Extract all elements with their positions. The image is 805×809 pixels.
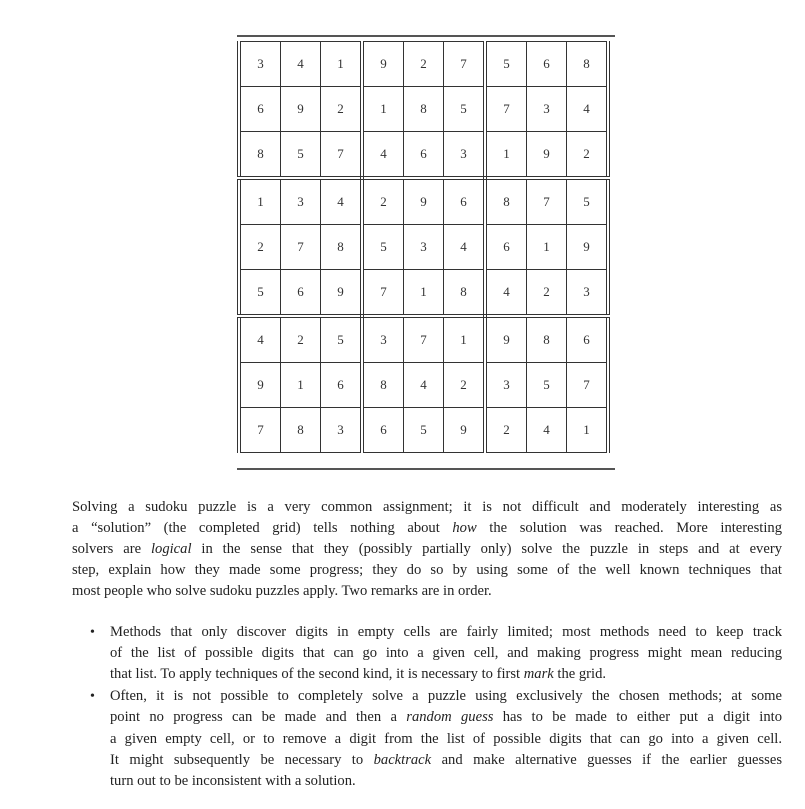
- grid-row: [239, 408, 608, 453]
- grid-cell: 1: [567, 408, 609, 453]
- grid-row: [239, 363, 608, 408]
- emphasized-text: logical: [150, 541, 192, 557]
- grid-row: [239, 42, 608, 87]
- grid-cell: 4: [404, 363, 444, 408]
- text-segment: most people who solve sudoku puzzles apply. Two remarks are in order.: [72, 583, 492, 599]
- grid-cell: 4: [444, 225, 486, 270]
- grid-cell: 7: [281, 225, 321, 270]
- grid-cell: 1: [321, 42, 363, 87]
- grid-cell: 9: [321, 270, 363, 317]
- paragraph-line: [72, 560, 782, 581]
- grid-cell: 2: [362, 178, 404, 225]
- text-segment: of the list of possible digits that can go into a given cell, and making progress might mean reducing: [110, 645, 782, 661]
- grid-cell: 8: [404, 87, 444, 132]
- paragraph-line: [72, 539, 782, 560]
- grid-cell: 4: [527, 408, 567, 453]
- grid-cell: 8: [362, 363, 404, 408]
- grid-cell: 6: [321, 363, 363, 408]
- bullet-line: [110, 686, 782, 707]
- grid-cell: 8: [444, 270, 486, 317]
- bullet-marker: •: [90, 689, 95, 704]
- bullet-line: [110, 643, 782, 664]
- text-segment: a given empty cell, or to remove a digit from the list of possible digits that can go into a given cell.: [110, 731, 782, 747]
- grid-cell: 8: [239, 132, 281, 179]
- text-segment: turn out to be inconsistent with a solution.: [110, 773, 356, 789]
- grid-cell: 7: [239, 408, 281, 453]
- grid-cell: 9: [444, 408, 486, 453]
- grid-cell: 1: [444, 316, 486, 363]
- grid-cell: 3: [485, 363, 527, 408]
- bullet-marker: •: [90, 625, 95, 640]
- text-segment: step, explain how they made some progress; they do so by using some of the well known techniques that: [72, 562, 782, 578]
- grid-cell: 9: [404, 178, 444, 225]
- grid-cell: 6: [485, 225, 527, 270]
- grid-row: [239, 316, 608, 363]
- text-segment: Solving a sudoku puzzle is a very common assignment; it is not difficult and moderately interesting as: [72, 499, 782, 515]
- emphasized-text: backtrack: [373, 752, 432, 768]
- bullet-line: [110, 750, 782, 771]
- grid-cell: 2: [239, 225, 281, 270]
- grid-cell: 1: [485, 132, 527, 179]
- emphasized-text: random guess: [406, 709, 494, 725]
- grid-cell: 7: [485, 87, 527, 132]
- grid-cell: 9: [567, 225, 609, 270]
- grid-cell: 8: [485, 178, 527, 225]
- grid-row: [239, 178, 608, 225]
- paragraph-line: [72, 497, 782, 518]
- grid-cell: 9: [239, 363, 281, 408]
- text-segment: Methods that only discover digits in empty cells are fairly limited; most methods need to keep track: [110, 624, 782, 640]
- grid-bottom-rule: [237, 468, 615, 470]
- bullet-line: [110, 664, 782, 685]
- grid-cell: 5: [527, 363, 567, 408]
- grid-cell: 4: [321, 178, 363, 225]
- text-segment: that list. To apply techniques of the second kind, it is necessary to first: [110, 666, 524, 682]
- grid-top-rule: [237, 35, 615, 37]
- text-segment: has to be made to either put a digit into: [493, 709, 782, 725]
- text-segment: Often, it is not possible to completely solve a puzzle using exclusively the chosen methods; at some: [110, 688, 782, 704]
- emphasized-text: mark: [523, 666, 554, 682]
- grid-cell: 5: [485, 42, 527, 87]
- bullet-line: [110, 771, 782, 792]
- text-segment: in the sense that they (possibly partially only) solve the puzzle in steps and at every: [191, 541, 782, 557]
- grid-cell: 2: [485, 408, 527, 453]
- grid-cell: 7: [444, 42, 486, 87]
- text-segment: point no progress can be made and then a: [110, 709, 407, 725]
- grid-cell: 6: [567, 316, 609, 363]
- grid-cell: 2: [321, 87, 363, 132]
- emphasized-text: how: [452, 520, 477, 536]
- sudoku-grid: [237, 41, 610, 453]
- grid-cell: 2: [281, 316, 321, 363]
- grid-cell: 3: [404, 225, 444, 270]
- grid-cell: 3: [362, 316, 404, 363]
- grid-cell: 6: [404, 132, 444, 179]
- grid-cell: 9: [485, 316, 527, 363]
- grid-row: [239, 270, 608, 317]
- grid-cell: 8: [527, 316, 567, 363]
- grid-cell: 6: [362, 408, 404, 453]
- grid-cell: 6: [527, 42, 567, 87]
- grid-cell: 4: [567, 87, 609, 132]
- grid-cell: 3: [281, 178, 321, 225]
- grid-cell: 7: [527, 178, 567, 225]
- grid-cell: 8: [321, 225, 363, 270]
- grid-cell: 1: [404, 270, 444, 317]
- grid-cell: 1: [527, 225, 567, 270]
- grid-cell: 7: [567, 363, 609, 408]
- grid-cell: 9: [362, 42, 404, 87]
- grid-cell: 2: [404, 42, 444, 87]
- grid-cell: 7: [404, 316, 444, 363]
- grid-cell: 4: [239, 316, 281, 363]
- grid-cell: 7: [321, 132, 363, 179]
- grid-row: [239, 225, 608, 270]
- grid-cell: 9: [527, 132, 567, 179]
- grid-cell: 3: [527, 87, 567, 132]
- grid-cell: 3: [239, 42, 281, 87]
- text-segment: a “solution” (the completed grid) tells nothing about: [72, 520, 453, 536]
- grid-cell: 5: [321, 316, 363, 363]
- bullet-line: [110, 707, 782, 728]
- text-segment: the grid.: [553, 666, 607, 682]
- grid-cell: 4: [362, 132, 404, 179]
- paragraph-line: [72, 581, 782, 602]
- grid-cell: 2: [527, 270, 567, 317]
- grid-cell: 4: [485, 270, 527, 317]
- grid-cell: 2: [567, 132, 609, 179]
- grid-cell: 3: [567, 270, 609, 317]
- grid-cell: 5: [362, 225, 404, 270]
- bullet-line: [110, 729, 782, 750]
- bullet-line: [110, 622, 782, 643]
- grid-cell: 5: [281, 132, 321, 179]
- grid-cell: 4: [281, 42, 321, 87]
- grid-cell: 6: [444, 178, 486, 225]
- grid-cell: 7: [362, 270, 404, 317]
- paragraph-line: [72, 518, 782, 539]
- grid-cell: 9: [281, 87, 321, 132]
- grid-cell: 5: [404, 408, 444, 453]
- grid-row: [239, 87, 608, 132]
- text-segment: the solution was reached. More interesting: [476, 520, 782, 536]
- grid-cell: 8: [281, 408, 321, 453]
- text-segment: solvers are: [72, 541, 151, 557]
- grid-cell: 3: [321, 408, 363, 453]
- grid-cell: 5: [567, 178, 609, 225]
- grid-row: [239, 132, 608, 179]
- grid-cell: 1: [281, 363, 321, 408]
- grid-cell: 1: [239, 178, 281, 225]
- grid-cell: 1: [362, 87, 404, 132]
- grid-cell: 6: [239, 87, 281, 132]
- grid-cell: 5: [444, 87, 486, 132]
- grid-cell: 5: [239, 270, 281, 317]
- grid-cell: 3: [444, 132, 486, 179]
- text-segment: and make alternative guesses if the earlier guesses: [431, 752, 782, 768]
- grid-cell: 8: [567, 42, 609, 87]
- grid-cell: 6: [281, 270, 321, 317]
- grid-cell: 2: [444, 363, 486, 408]
- text-segment: It might subsequently be necessary to: [110, 752, 374, 768]
